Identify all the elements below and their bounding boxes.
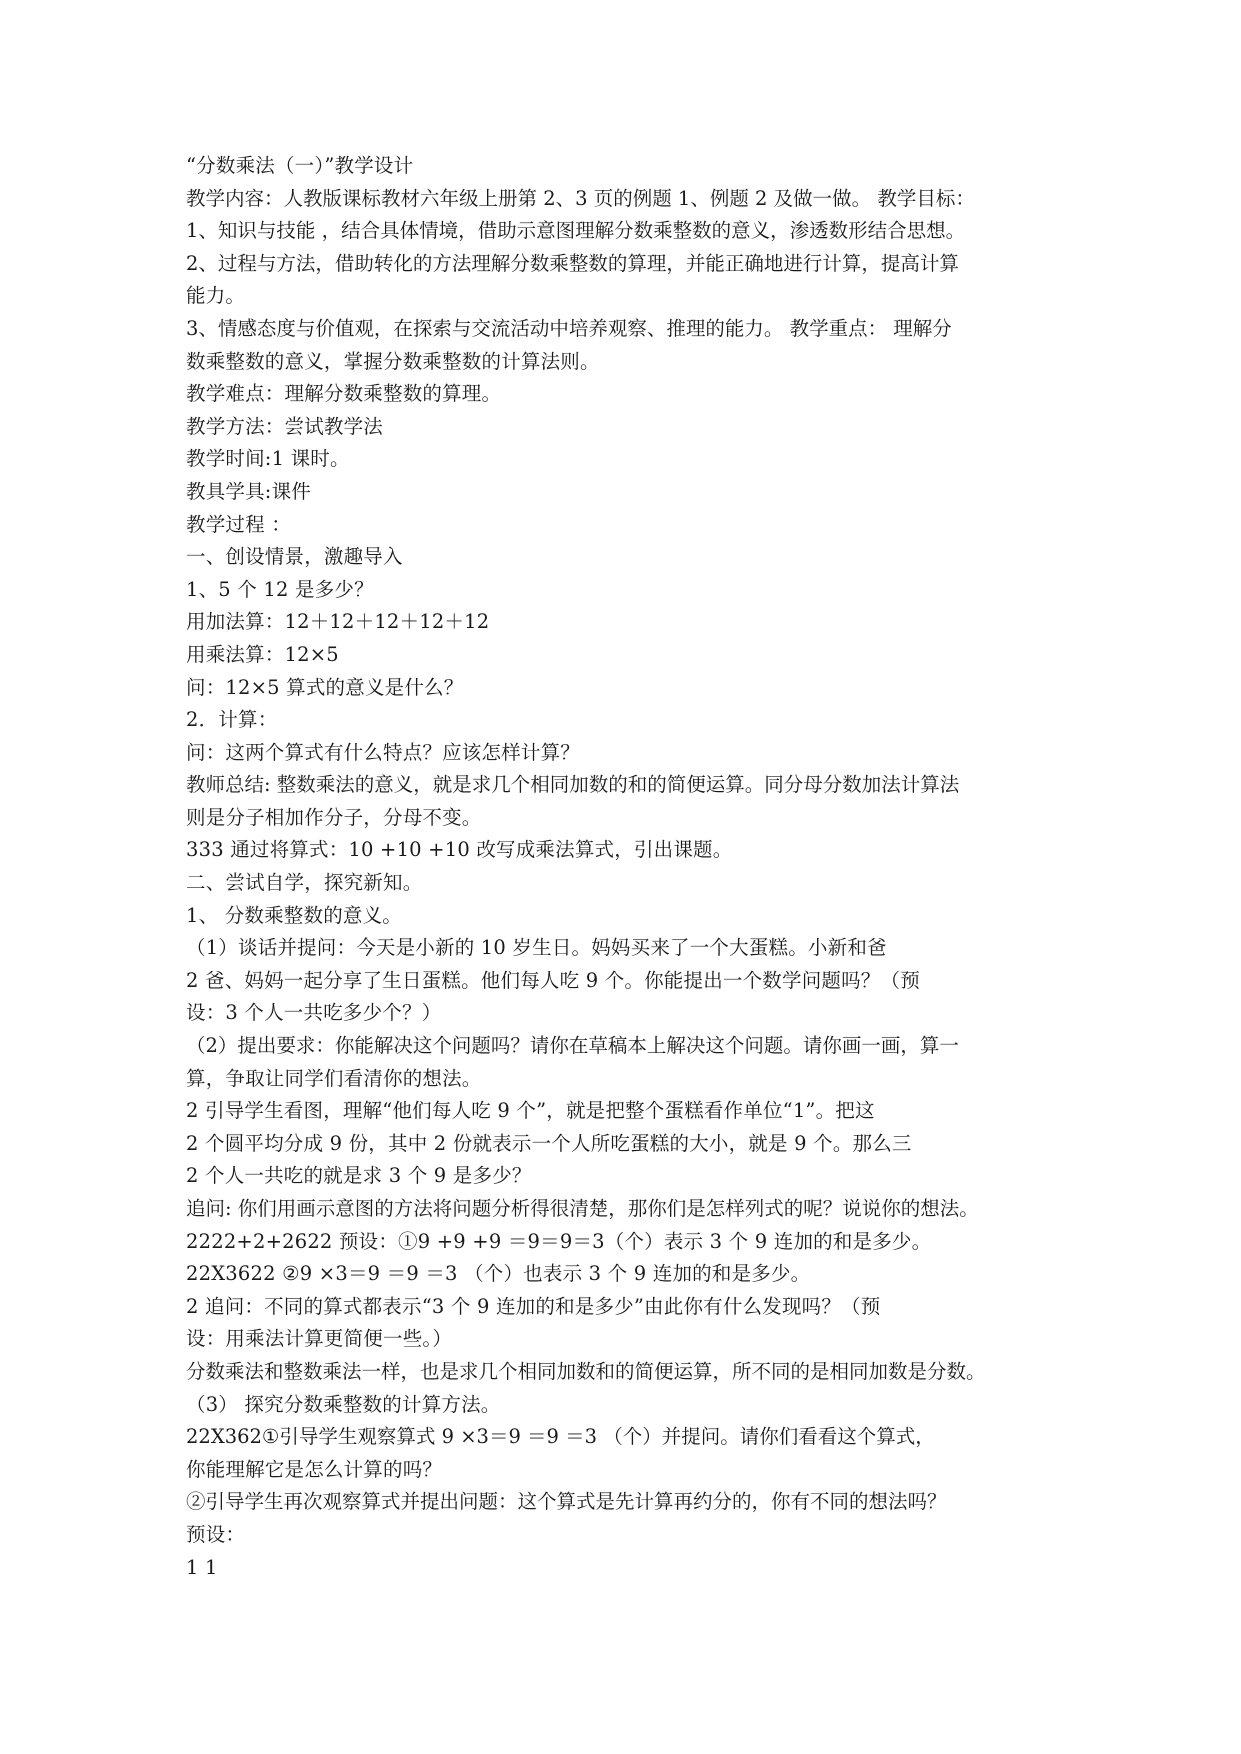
text-line: 教师总结: 整数乘法的意义，就是求几个相同加数的和的简便运算。同分母分数加法计算法	[186, 773, 960, 797]
document-title: “分数乘法（一）”教学设计	[186, 154, 414, 177]
text-line: 3、情感态度与价值观，在探索与交流活动中培养观察、推理的能力。 教学重点： 理解分	[186, 316, 952, 340]
text-line: 问：这两个算式有什么特点？应该怎样计算？	[186, 740, 581, 764]
text-line: 22X362①引导学生观察算式 9 ×3＝9 ＝9 ＝3 （个）并提问。请你们看看这个算式，	[186, 1425, 935, 1449]
text-line: 数乘整数的意义，掌握分数乘整数的计算法则。	[186, 349, 600, 373]
text-line: 2 爸、妈妈一起分享了生日蛋糕。他们每人吃 9 个。你能提出一个数学问题吗？（预	[186, 968, 920, 992]
text-line: 1、 分数乘整数的意义。	[186, 903, 403, 927]
text-line: 22X3622 ②9 ×3＝9 ＝9 ＝3 （个）也表示 3 个 9 连加的和是多少。	[186, 1262, 811, 1286]
section-heading: 一、创设情景，激趣导入	[186, 545, 403, 569]
text-line: 算，争取让同学们看清你的想法。	[186, 1066, 482, 1090]
text-line: 你能理解它是怎么计算的吗？	[186, 1457, 443, 1481]
text-line: 2 引导学生看图，理解“他们每人吃 9 个”，就是把整个蛋糕看作单位“1”。把这	[186, 1099, 875, 1123]
text-line: 教学时间:1 课时。	[186, 447, 350, 471]
text-line: （3） 探究分数乘整数的计算方法。	[186, 1392, 501, 1416]
text-line: 追问: 你们用画示意图的方法将问题分析得很清楚，那你们是怎样列式的呢？说说你的想法。	[186, 1197, 979, 1220]
text-line: 1、知识与技能 ，结合具体情境，借助示意图理解分数乘整数的意义，渗透数形结合思想。	[186, 219, 966, 243]
text-line: 2222+2+2622 预设：①9 +9 +9 ＝9＝9＝3（个）表示 3 个 9 连加的和是多少。	[186, 1229, 932, 1253]
text-line: （2）提出要求：你能解决这个问题吗？请你在草稿本上解决这个问题。请你画一画，算一	[186, 1034, 959, 1058]
text-line: 教具学具:课件	[186, 479, 311, 503]
text-line: 用乘法算：12×5	[186, 642, 339, 666]
text-line: 333 通过将算式：10 +10 +10 改写成乘法算式，引出课题。	[186, 838, 733, 862]
section-heading: 教学过程 ：	[186, 512, 291, 536]
text-line: 教学内容：人教版课标教材六年级上册第 2、3 页的例题 1、例题 2 及做一做。 教学目标：	[186, 186, 975, 210]
text-line: 2 个人一共吃的就是求 3 个 9 是多少？	[186, 1164, 532, 1188]
text-line: 2 追问：不同的算式都表示“3 个 9 连加的和是多少”由此你有什么发现吗？（预	[186, 1294, 881, 1318]
text-line: 则是分子相加作分子，分母不变。	[186, 805, 482, 829]
text-line: 设：3 个人一共吃多少个？）	[186, 1001, 442, 1025]
text-line: 1 1	[186, 1555, 218, 1579]
document-body	[186, 150, 1076, 1584]
text-line: 2 个圆平均分成 9 份，其中 2 份就表示一个人所吃蛋糕的大小，就是 9 个。那么三	[186, 1131, 912, 1155]
text-line: 教学难点：理解分数乘整数的算理。	[186, 382, 502, 406]
text-line: ②引导学生再次观察算式并提出问题：这个算式是先计算再约分的，你有不同的想法吗？	[186, 1490, 947, 1514]
text-line: 教学方法：尝试教学法	[186, 414, 384, 438]
section-heading: 二、尝试自学，探究新知。	[186, 871, 423, 895]
text-line: 2、过程与方法，借助转化的方法理解分数乘整数的算理，并能正确地进行计算，提高计算	[186, 251, 959, 275]
text-line: 能力。	[186, 284, 246, 308]
text-line: 问：12×5 算式的意义是什么？	[186, 675, 464, 699]
text-line: 2．计算：	[186, 708, 278, 732]
text-line: （1）谈话并提问：今天是小新的 10 岁生日。妈妈买来了一个大蛋糕。小新和爸	[186, 936, 887, 960]
text-line: 设：用乘法计算更简便一些。）	[186, 1327, 453, 1351]
text-line: 用加法算：12＋12＋12＋12＋12	[186, 610, 490, 634]
text-line: 分数乘法和整数乘法一样，也是求几个相同加数和的简便运算，所不同的是相同加数是分数。	[186, 1359, 986, 1383]
text-line: 1、5 个 12 是多少？	[186, 577, 374, 601]
text-line: 预设：	[186, 1522, 246, 1546]
